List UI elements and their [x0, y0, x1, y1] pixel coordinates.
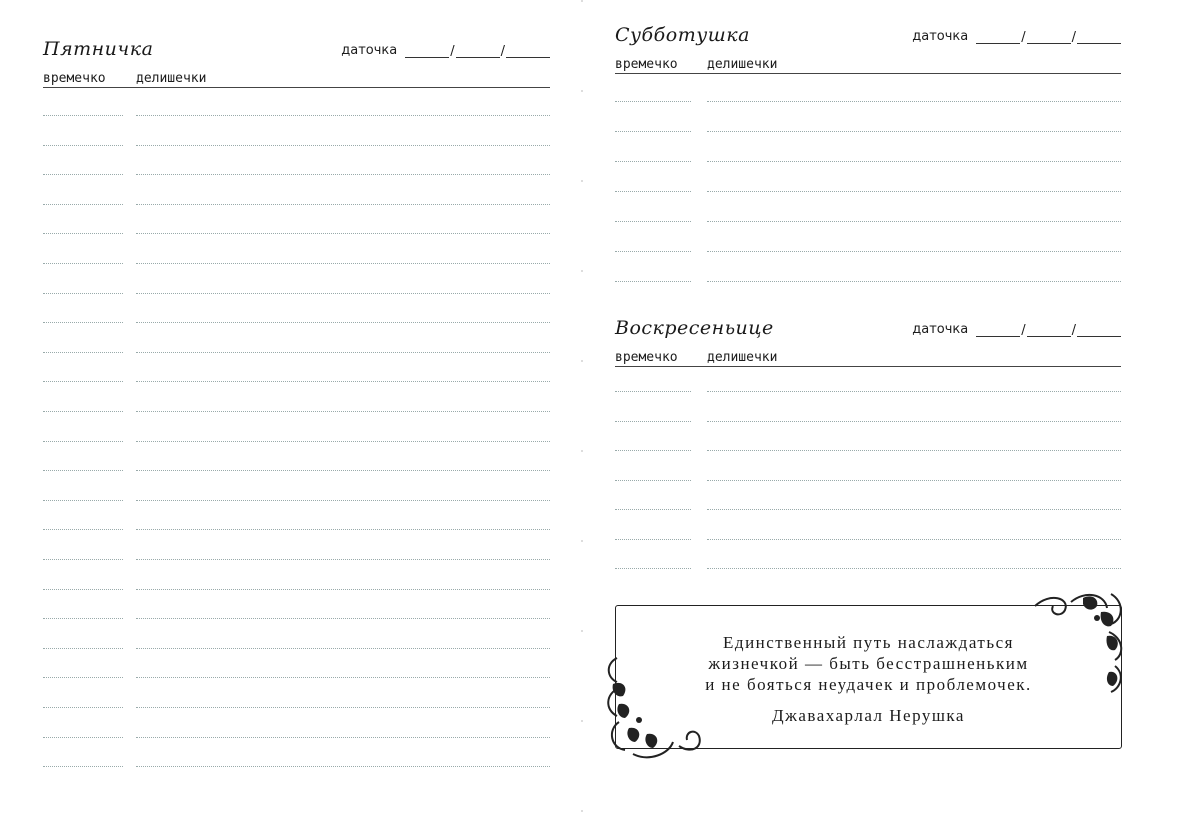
task-cell[interactable] — [136, 737, 550, 738]
date-field-friday[interactable]: даточка / / — [341, 43, 550, 58]
ornament-bottom-left-icon — [599, 654, 709, 759]
time-cell[interactable] — [43, 618, 123, 619]
time-cell[interactable] — [615, 450, 691, 451]
time-cell[interactable] — [43, 707, 123, 708]
date-month-blank[interactable] — [1027, 31, 1071, 44]
time-column-label: времечко — [615, 350, 678, 365]
friday-section — [43, 38, 550, 778]
task-cell[interactable] — [136, 233, 550, 234]
time-cell[interactable] — [43, 589, 123, 590]
task-cell[interactable] — [136, 470, 550, 471]
tasks-column-label: делишечки — [136, 71, 207, 86]
right-page — [585, 0, 1180, 829]
ornament-top-right-icon — [1025, 588, 1135, 698]
task-cell[interactable] — [136, 322, 550, 323]
time-cell[interactable] — [615, 161, 691, 162]
time-cell[interactable] — [43, 529, 123, 530]
date-day-blank[interactable] — [405, 45, 449, 58]
task-cell[interactable] — [136, 263, 550, 264]
task-cell[interactable] — [136, 529, 550, 530]
task-cell[interactable] — [707, 539, 1121, 540]
task-cell[interactable] — [136, 204, 550, 205]
task-cell[interactable] — [707, 191, 1121, 192]
day-title-saturday: Субботушка — [615, 24, 750, 46]
date-year-blank[interactable] — [1077, 324, 1121, 337]
date-label: даточка — [912, 29, 969, 44]
task-cell[interactable] — [707, 509, 1121, 510]
time-cell[interactable] — [615, 221, 691, 222]
time-cell[interactable] — [43, 381, 123, 382]
date-month-blank[interactable] — [1027, 324, 1071, 337]
time-cell[interactable] — [43, 322, 123, 323]
quote-line: жизнечкой — быть бесстрашненьким — [708, 654, 1029, 673]
day-title-sunday: Воскресеньице — [615, 317, 774, 339]
page-gutter — [581, 0, 583, 829]
time-cell[interactable] — [615, 509, 691, 510]
task-cell[interactable] — [136, 381, 550, 382]
time-cell[interactable] — [615, 281, 691, 282]
time-cell[interactable] — [43, 766, 123, 767]
time-cell[interactable] — [43, 293, 123, 294]
task-cell[interactable] — [707, 281, 1121, 282]
time-cell[interactable] — [615, 539, 691, 540]
time-cell[interactable] — [43, 145, 123, 146]
column-header — [615, 55, 1121, 74]
date-day-blank[interactable] — [976, 31, 1020, 44]
time-cell[interactable] — [43, 174, 123, 175]
time-cell[interactable] — [615, 480, 691, 481]
time-cell[interactable] — [615, 421, 691, 422]
task-cell[interactable] — [136, 618, 550, 619]
time-cell[interactable] — [43, 737, 123, 738]
task-cell[interactable] — [707, 161, 1121, 162]
task-cell[interactable] — [707, 221, 1121, 222]
task-cell[interactable] — [707, 421, 1121, 422]
time-cell[interactable] — [615, 251, 691, 252]
task-cell[interactable] — [707, 480, 1121, 481]
task-cell[interactable] — [707, 391, 1121, 392]
quote-line: Единственный путь наслаждаться — [723, 633, 1014, 652]
time-column-label: времечко — [615, 57, 678, 72]
time-cell[interactable] — [43, 559, 123, 560]
task-cell[interactable] — [707, 131, 1121, 132]
date-month-blank[interactable] — [456, 45, 500, 58]
task-cell[interactable] — [707, 450, 1121, 451]
time-cell[interactable] — [43, 352, 123, 353]
column-header — [615, 348, 1121, 367]
task-cell[interactable] — [136, 174, 550, 175]
time-cell[interactable] — [615, 101, 691, 102]
task-cell[interactable] — [707, 101, 1121, 102]
task-cell[interactable] — [136, 352, 550, 353]
date-year-blank[interactable] — [1077, 31, 1121, 44]
column-header — [43, 69, 550, 88]
time-cell[interactable] — [43, 115, 123, 116]
task-cell[interactable] — [136, 441, 550, 442]
task-cell[interactable] — [136, 411, 550, 412]
time-column-label: времечко — [43, 71, 106, 86]
task-cell[interactable] — [707, 251, 1121, 252]
tasks-column-label: делишечки — [707, 57, 778, 72]
time-cell[interactable] — [615, 568, 691, 569]
time-cell[interactable] — [43, 648, 123, 649]
time-cell[interactable] — [43, 411, 123, 412]
task-cell[interactable] — [136, 677, 550, 678]
task-cell[interactable] — [136, 589, 550, 590]
quote-author: Джавахарлал Нерушка — [772, 706, 965, 725]
task-cell[interactable] — [136, 648, 550, 649]
time-cell[interactable] — [615, 131, 691, 132]
quote-line: и не бояться неудачек и проблемочек. — [705, 675, 1032, 694]
task-cell[interactable] — [136, 707, 550, 708]
sunday-section — [615, 317, 1121, 577]
task-cell[interactable] — [136, 500, 550, 501]
task-cell[interactable] — [136, 115, 550, 116]
task-cell[interactable] — [136, 559, 550, 560]
time-cell[interactable] — [43, 677, 123, 678]
time-cell[interactable] — [615, 191, 691, 192]
time-cell[interactable] — [43, 233, 123, 234]
date-field-sunday[interactable]: даточка / / — [912, 322, 1121, 337]
task-cell[interactable] — [136, 293, 550, 294]
time-cell[interactable] — [43, 470, 123, 471]
day-title-friday: Пятничка — [43, 38, 154, 60]
tasks-column-label: делишечки — [707, 350, 778, 365]
left-page — [0, 0, 580, 829]
date-label: даточка — [341, 43, 398, 58]
date-field-saturday[interactable]: даточка / / — [912, 29, 1121, 44]
time-cell[interactable] — [43, 263, 123, 264]
date-year-blank[interactable] — [506, 45, 550, 58]
time-cell[interactable] — [615, 391, 691, 392]
date-day-blank[interactable] — [976, 324, 1020, 337]
saturday-section — [615, 24, 1121, 284]
task-cell[interactable] — [136, 145, 550, 146]
task-cell[interactable] — [136, 766, 550, 767]
date-label: даточка — [912, 322, 969, 337]
time-cell[interactable] — [43, 204, 123, 205]
time-cell[interactable] — [43, 441, 123, 442]
time-cell[interactable] — [43, 500, 123, 501]
task-cell[interactable] — [707, 568, 1121, 569]
